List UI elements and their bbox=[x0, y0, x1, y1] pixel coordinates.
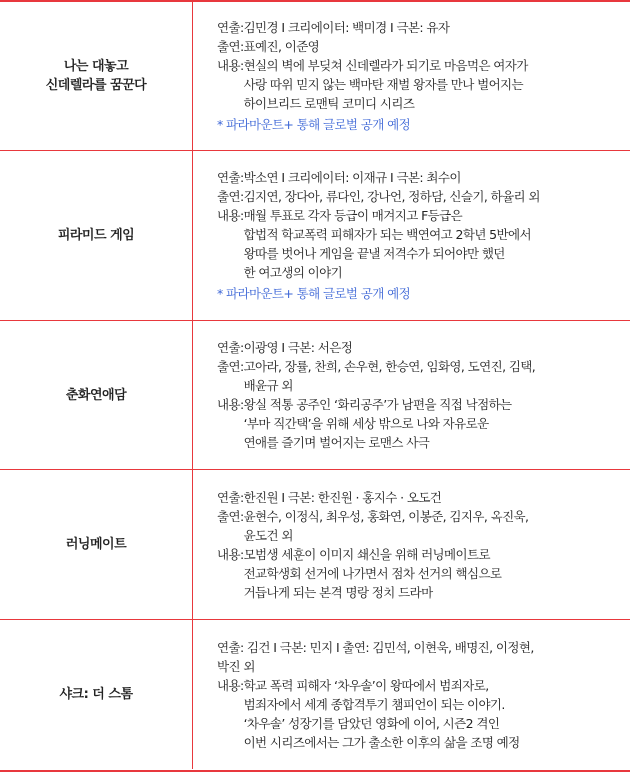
program-title: 러닝메이트 bbox=[0, 470, 193, 619]
director-text: 박소연 I 크리에이터: 이재규 I 극본: 최수이 bbox=[243, 170, 461, 185]
program-title: 피라미드 게임 bbox=[0, 151, 193, 320]
cast-line bbox=[217, 507, 624, 545]
cast-text: 표예진, 이준영 bbox=[243, 39, 320, 54]
director-label: 연출: bbox=[217, 489, 244, 505]
cast-line bbox=[217, 187, 624, 206]
table-row bbox=[0, 2, 630, 151]
credits-line bbox=[217, 638, 624, 676]
program-info bbox=[193, 321, 630, 469]
cast-text: 김지연, 장다아, 류다인, 강나언, 정하담, 신슬기, 하율리 외 bbox=[243, 189, 540, 204]
cast-text: 고아라, 장률, 찬희, 손우현, 한승연, 임화영, 도연진, 김택, 배윤규 외 bbox=[243, 359, 536, 393]
table-row bbox=[0, 321, 630, 470]
synopsis-label: 내용: bbox=[217, 58, 244, 73]
program-info bbox=[193, 2, 630, 150]
cast-line bbox=[217, 37, 624, 56]
synopsis-text: 매월 투표로 각자 등급이 매겨지고 F등급은 합법적 학교폭력 피해자가 되는 백연여고 2학년 5반에서 왕따를 벗어나 게임을 끝낼 저격수가 되어야만 했던 한 여고생의 이야기 bbox=[243, 208, 531, 280]
cast-label: 출연: bbox=[217, 189, 244, 204]
synopsis-label: 내용: bbox=[217, 397, 244, 412]
cast-label: 출연: bbox=[217, 508, 244, 524]
cast-text: 윤현수, 이정식, 최우성, 홍화연, 이봉준, 김지우, 옥진욱, 윤도건 외 bbox=[243, 508, 529, 543]
program-title: 샤크: 더 스톰 bbox=[0, 620, 193, 769]
director-line bbox=[217, 168, 624, 187]
synopsis-line bbox=[217, 206, 624, 282]
program-info bbox=[193, 470, 630, 619]
synopsis-text: 왕실 적통 공주인 ‘화리공주’가 남편을 직접 낙점하는 ‘부마 직간택’을 위해 세상 밖으로 나와 자유로운 연애를 즐기며 벌어지는 로맨스 사극 bbox=[243, 397, 512, 450]
cast-line bbox=[217, 357, 624, 395]
director-label: 연출: bbox=[217, 170, 244, 185]
synopsis-label: 내용: bbox=[217, 546, 244, 562]
synopsis-label: 내용: bbox=[217, 208, 244, 223]
director-line bbox=[217, 488, 624, 507]
synopsis-text: 현실의 벽에 부딪쳐 신데렐라가 되기로 마음먹은 여자가 사랑 따위 믿지 않는 백마탄 재벌 왕자를 만나 벌어지는 하이브리드 로맨틱 코미디 시리즈 bbox=[243, 58, 528, 111]
program-title: 나는 대놓고 신데렐라를 꿈꾼다 bbox=[0, 2, 193, 150]
synopsis-line bbox=[217, 56, 624, 113]
synopsis-line bbox=[217, 545, 624, 602]
credits-text: 연출: 김건 I 극본: 민지 I 출연: 김민석, 이현욱, 배명진, 이정현, 박진 외 bbox=[217, 639, 534, 674]
cast-label: 출연: bbox=[217, 39, 244, 54]
table-row bbox=[0, 620, 630, 769]
director-line bbox=[217, 338, 624, 357]
release-note: * 파라마운트+ 통해 글로벌 공개 예정 bbox=[217, 117, 411, 132]
program-title: 춘화연애담 bbox=[0, 321, 193, 469]
table-row bbox=[0, 470, 630, 620]
program-info bbox=[193, 620, 630, 769]
director-text: 한진원 I 극본: 한진원 · 홍지수 · 오도건 bbox=[243, 489, 442, 505]
synopsis-text: 모범생 세훈이 이미지 쇄신을 위해 러닝메이트로 전교학생회 선거에 나가면서 점차 선거의 핵심으로 거듭나게 되는 본격 명랑 정치 드라마 bbox=[243, 546, 502, 600]
program-info bbox=[193, 151, 630, 320]
synopsis-line bbox=[217, 676, 624, 752]
synopsis-line bbox=[217, 395, 624, 452]
director-text: 김민경 I 크리에이터: 백미경 I 극본: 유자 bbox=[243, 20, 450, 35]
synopsis-label: 내용: bbox=[217, 677, 244, 693]
director-label: 연출: bbox=[217, 20, 244, 35]
cast-label: 출연: bbox=[217, 359, 244, 374]
director-text: 이광영 I 극본: 서은정 bbox=[243, 340, 353, 355]
synopsis-text: 학교 폭력 피해자 ‘차우솔’이 왕따에서 범죄자로, 범죄자에서 세계 종합격투기 챔피언이 되는 이야기. ‘차우솔’ 성장기를 담았던 영화에 이어, 시즌2 격인 이번 시리즈에서는 그가 출소한 이후의 삶을 조명 예정 bbox=[243, 677, 520, 750]
director-line bbox=[217, 18, 624, 37]
table-row bbox=[0, 151, 630, 321]
release-note: * 파라마운트+ 통해 글로벌 공개 예정 bbox=[217, 286, 411, 301]
director-label: 연출: bbox=[217, 340, 244, 355]
